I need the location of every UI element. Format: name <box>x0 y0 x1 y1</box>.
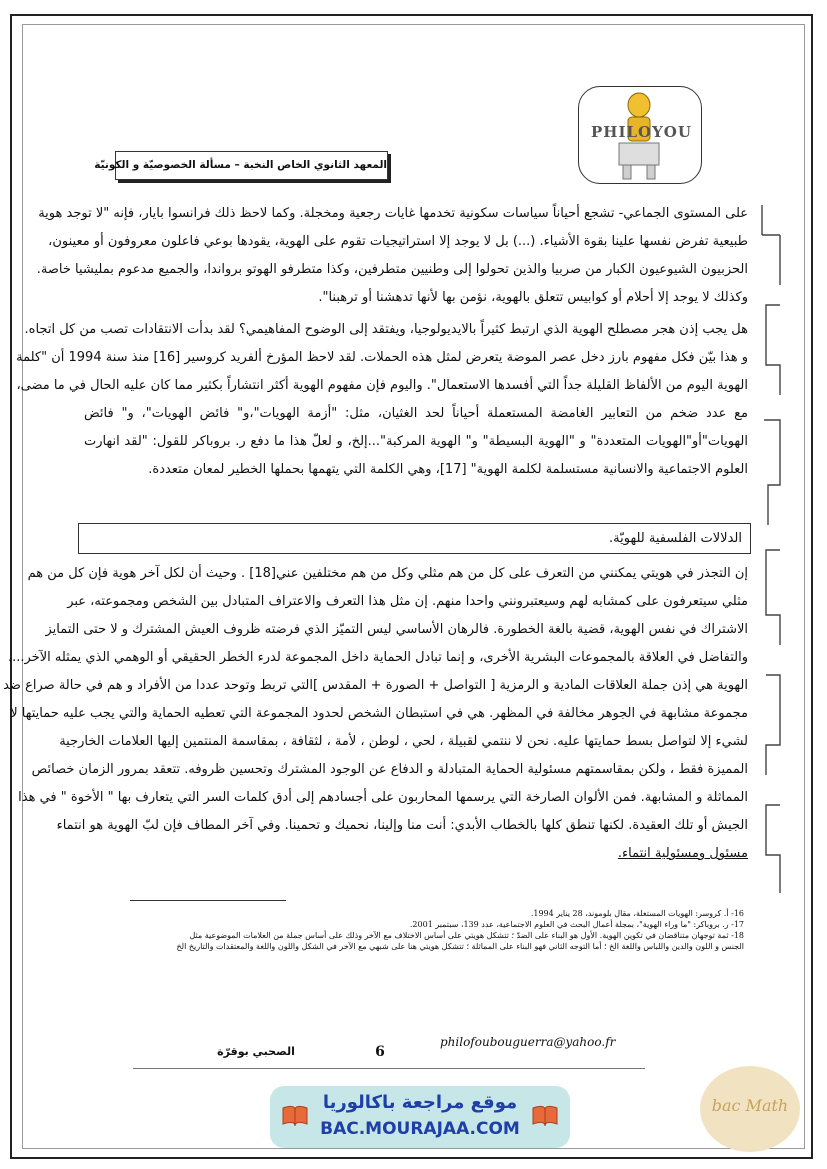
text-line: العلوم الاجتماعية والانسانية مستسلمة لكلمة الهوية" [17]، وهي الكلمة التي يتهمها بحملها الخطير لمعان متعددة. <box>148 462 748 477</box>
banner-url[interactable]: BAC.MOURAJAA.COM <box>320 1119 520 1139</box>
text-line: الاشتراك في نفس الهوية، قضية بالغة الخطورة. فالرهان الأساسي ليس التميّز الذي فرضته ظروف العيش المشترك و لا حتى التمايز <box>45 622 748 637</box>
text-line: هل يجب إذن هجر مصطلح الهوية الذي ارتبط كثيراً بالايديولوجيا، ويفتقد إلى الوضوح المفاهيمي؟ لقد بدأت الانتقادات تصب من كل اتجاه. <box>24 322 748 337</box>
footnote-18-cont: الجنس و اللون والدين واللباس واللغة الخ ؛ أما التوجه الثاني فهو البناء على المماثلة ؛ تتشكل هويتي هنا على شبهي مع الآخر في الشكل واللون واللغة والمعتقدات والتاريخ الخ <box>176 942 744 951</box>
footnote-separator <box>130 900 286 901</box>
text-line: لشيء إلا لتواصل بسط حمايتها عليه. نحن لا ننتمي لقبيلة ، لحي ، لوطن ، لأمة ، لثقافة ، بمقاسمة المنتمين إليها العلامات الخارجية <box>59 734 748 749</box>
text-line: مع عدد ضخم من التعابير الغامضة المستعملة أحياناً لحد الغثيان، مثل: "أزمة الهويات"،و" فائض الهويات"، و" فائض <box>84 406 748 421</box>
logo-text: PHILOYOU <box>591 123 692 141</box>
footer-rule <box>133 1068 645 1069</box>
text-line: على المستوى الجماعي- تشجع أحياناً سياسات سكونية تخدمها غايات رجعية ومخجلة. وكما لاحظ ذلك فرانسوا بايار، فإنه "لا توجد هوية <box>38 206 748 221</box>
text-line: الهويات"أو"الهويات المتعددة" و "الهوية البسيطة" و" الهوية المركبة"...إلخ، و لعلّ هذا ما دفع ر. بروباكر للقول: "لقد انهارت <box>84 434 748 449</box>
text-line: المماثلة و المشابهة. فمن الألوان الصارخة التي يرسمها المحاربون على أجسادهم إلى أدق كلمات السر التي يتعارف بها " الأخوة " في هذا <box>18 790 748 805</box>
bac-math-badge <box>700 1066 800 1152</box>
footnote-16: 16- أ. كروسر: الهويات المستغلة، مقال بلوموند، 28 يناير 1994. <box>530 909 744 918</box>
author-name: الصحبي بوقرّة <box>217 1045 295 1058</box>
school-title-box: المعهد الثانوي الخاص النخبة – مسألة الخصوصيّة و الكونيّة <box>115 151 388 180</box>
paragraph-2 <box>16 316 748 484</box>
paragraph-3 <box>3 560 748 868</box>
text-line: وكذلك لا يوجد إلا أحلام أو كوابيس تتعلق بالهوية، نؤمن بها لأنها تدهشنا أو ترهبنا". <box>318 290 748 305</box>
text-line: الجيش أو تلك العقيدة. لكنها تنطق كلها بالخطاب الأبدي: أنت منا وإلينا، نحميك و تحمينا. وفي آخر المطاف فإن لبّ الهوية هو انتماء <box>56 818 748 833</box>
footnote-17: 17- ر. بروباكر: "ما وراء الهوية"، بمجلة أعمال البحث في العلوم الاجتماعية، عدد 139، سبتمبر 2001. <box>409 920 744 929</box>
text-line: والتفاضل في العلاقة بالمجموعات البشرية الأخرى، و إنما تبادل الحماية داخل المجموعة لدرء الخطر الحقيقي أو الوهمي الذي يمثله الآخر.... <box>7 650 748 665</box>
text-line: مجموعة مشابهة في الجوهر مخالفة في المظهر. هي في استبطان الشخص لحدود المجموعة التي تعطيه الحماية والتي يجب عليه حمايتها لا <box>10 706 748 721</box>
text-line: مثلي سيتعرفون على كمشابه لهم وسيعتبرونني واحدا منهم. إن مثل هذا التعرف والاعتراف المتبادل بين الشخص ومجموعته، عبر <box>67 594 748 609</box>
footnote-18: 18- ثمة توجهان متناقضان في تكوين الهوية. الأول هو البناء على الضدّ ؛ تتشكل هويتي على أساس الاختلاف مع الآخر وذلك على أساس جملة من العلامات الموضوعية مثل <box>189 931 744 940</box>
philoyou-logo <box>578 86 702 184</box>
page-number: 6 <box>375 1044 385 1060</box>
text-line: إن التجذر في هويتي يمكنني من التعرف على كل من هم مثلي وكل من هم مختلفين عني[18] . وحيث أن لكل آخر هوية فإن كل من هم <box>27 566 748 581</box>
text-line: و هذا بيّن فكل مفهوم بارز دخل عصر الموضة يتعرض لمثل هذه الحملات. لقد لاحظ المؤرخ ألفريد كروسير [16] منذ سنة 1994 أن "كلمة <box>16 350 748 365</box>
author-email: philofoubouguerra@yahoo.fr <box>440 1035 616 1049</box>
text-line: مسئول ومسئولية انتماء. <box>617 846 748 861</box>
section-title: الدلالات الفلسفية للهويّة. <box>78 523 751 554</box>
bac-mourajaa-banner[interactable] <box>270 1086 570 1148</box>
text-line: المميزة فقط ، ولكن بمقاسمتهم مسئولية الحماية المتبادلة و الدفاع عن الوجود المشترك وتحسين ظروفه. تتعقد بمرور الزمان خصائص <box>31 762 748 777</box>
text-line: طبيعية تفرض نفسها علينا بقوة الأشياء. (...) بل لا يوجد إلا استراتيجيات تقوم على الهوية، يقودها بوعي فاعلون معروفون أو معينون، <box>48 234 748 249</box>
badge-text: bac Math <box>711 1096 789 1115</box>
text-line: الحزبيون الشيوعيون الكبار من صربيا والذين تحولوا إلى وطنيين متطرفين، وكذا متطرفو الهوتو برواندا، والجميع مدعوم بمليشيا خاصة. <box>36 262 748 277</box>
footnotes <box>100 908 744 952</box>
side-scroll-decoration <box>756 205 786 895</box>
paragraph-1 <box>36 200 748 312</box>
text-line: الهوية اليوم من الألفاظ القليلة جداً التي أفسدها الاستعمال". واليوم فإن مفهوم الهوية أكثر انتشاراً بكثير مما كان عليه الحال في ما مضى، <box>16 378 748 393</box>
banner-title: موقع مراجعة باكالوريا <box>322 1092 518 1113</box>
text-line: الهوية هي إذن جملة العلاقات المادية و الرمزية [ التواصل + الصورة + المقدس ]التي تربط وتوحد عددا من الأفراد و هم في حالة صراع ضد <box>3 678 748 693</box>
